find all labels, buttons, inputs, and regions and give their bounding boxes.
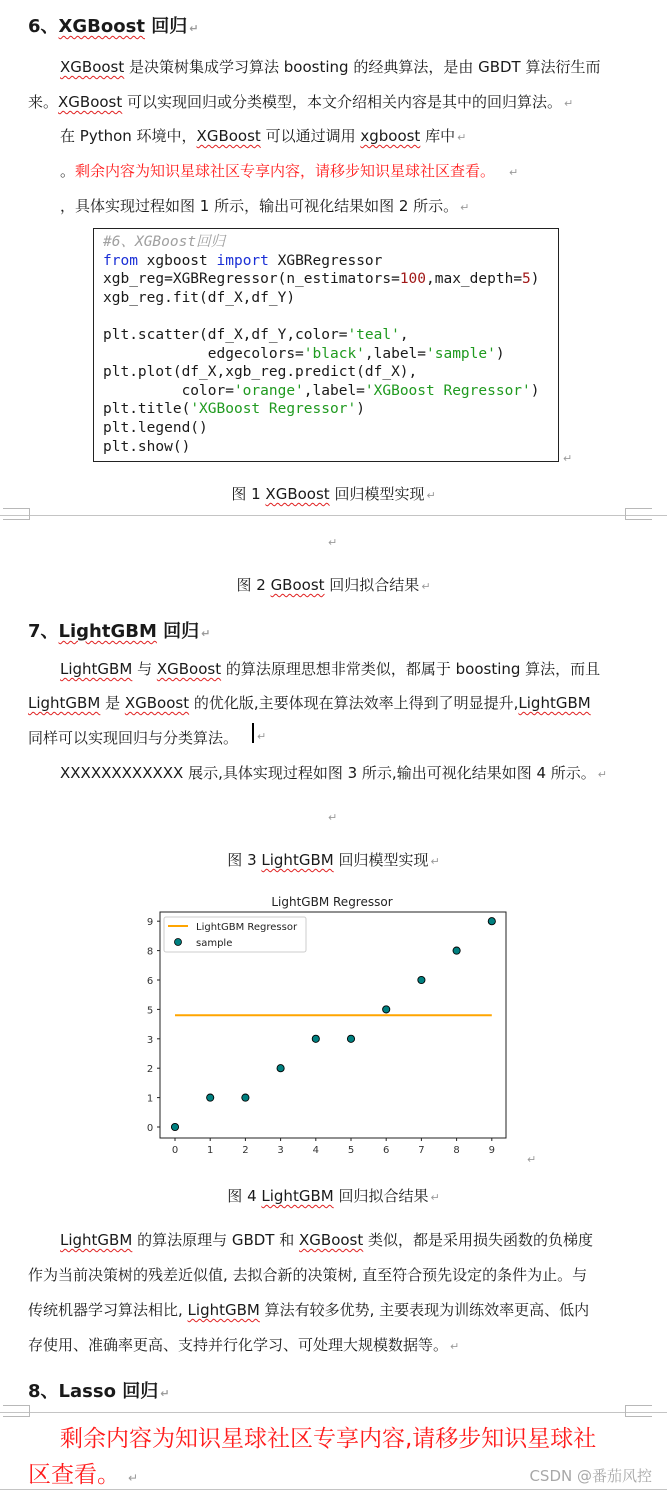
section-6-heading — [28, 12, 198, 38]
text: 是 — [100, 694, 125, 712]
text: ，具体实现过程如图 1 所示，输出可视化结果如图 2 所示。 — [60, 197, 459, 215]
svg-text:9: 9 — [146, 917, 154, 929]
restricted-notice — [28, 1456, 138, 1489]
heading-rest: 回归 — [156, 621, 200, 642]
code-number: 100 — [399, 271, 427, 288]
code-line — [103, 400, 558, 419]
heading-term: LightGBM — [58, 621, 157, 642]
svg-text:5: 5 — [146, 1005, 154, 1017]
code-string: 'teal' — [347, 326, 400, 343]
svg-text:3: 3 — [277, 1145, 284, 1156]
svg-text:3: 3 — [146, 1034, 154, 1046]
text: 是决策树集成学习算法 boosting 的经典算法，是由 GBDT 算法衍生而 — [124, 58, 601, 76]
code-line — [103, 270, 558, 289]
svg-text:0: 0 — [146, 1123, 154, 1134]
page-corner-marker — [625, 1405, 652, 1417]
restricted-notice: 剩余内容为知识星球社区专享内容，请移步知识星球社区查看。 — [75, 162, 496, 180]
term: XGBoost — [60, 58, 125, 76]
paragraph-mark-icon: ↵ — [450, 1340, 460, 1353]
data-point — [277, 1065, 284, 1072]
legend-marker-icon — [175, 939, 182, 946]
code-text: xgboost — [137, 252, 217, 269]
term: LightGBM — [60, 1231, 133, 1249]
section-7-heading — [28, 617, 210, 643]
svg-text:2: 2 — [146, 1064, 154, 1076]
text: 区查看。 — [28, 1462, 120, 1488]
figure-2-caption — [0, 574, 667, 595]
paragraph-mark-icon: ↵ — [328, 536, 338, 549]
term: XGBoost — [58, 93, 123, 111]
data-point — [383, 1006, 390, 1013]
text: 算法有较多优势, 主要表现为训练效率更高、低内 — [259, 1301, 590, 1319]
heading-number: 7、 — [28, 621, 59, 642]
svg-text:5: 5 — [347, 1145, 355, 1156]
code-text: ) — [530, 271, 540, 288]
svg-text:2: 2 — [242, 1145, 249, 1156]
bottom-border — [0, 1489, 667, 1490]
section-8-heading — [28, 1377, 169, 1403]
code-string: 'XGBoost Regressor' — [364, 382, 531, 399]
heading-rest: 回归 — [144, 16, 188, 37]
text-cursor — [252, 723, 254, 743]
paragraph-mark-icon: ↵ — [430, 1191, 440, 1204]
text: 图 3 — [227, 851, 262, 869]
text: 回归模型实现 — [333, 851, 429, 869]
svg-text:0: 0 — [171, 1145, 179, 1156]
text: 存使用、准确率更高、支持并行化学习、可处理大规模数据等。 — [28, 1336, 449, 1354]
code-text: , — [399, 326, 409, 343]
term: LightGBM — [261, 1187, 334, 1205]
term: xgboost — [360, 127, 421, 145]
text: 与 — [132, 660, 157, 678]
term: GBoost — [270, 576, 325, 594]
heading-number: 6、 — [28, 16, 59, 37]
code-text: plt.scatter(df_X,df_Y,color= — [103, 326, 348, 343]
code-string: 'sample' — [426, 345, 496, 362]
term: LightGBM — [518, 694, 591, 712]
code-string: 'XGBoost Regressor' — [190, 401, 357, 418]
text: 在 Python 环境中， — [60, 127, 197, 145]
code-keyword: import — [216, 252, 269, 269]
data-point — [242, 1094, 249, 1101]
paragraph-mark-icon: ↵ — [430, 855, 440, 868]
code-number: 5 — [522, 271, 531, 288]
text: 传统机器学习算法相比, — [28, 1301, 188, 1319]
paragraph-mark-icon: ↵ — [563, 452, 573, 465]
term: XGBoost — [124, 694, 190, 712]
paragraph-mark-icon: ↵ — [457, 131, 467, 144]
page-corner-marker — [625, 508, 652, 520]
text: 可以实现回归或分类模型，本文介绍相关内容是其中的回归算法。 — [122, 93, 563, 111]
paragraph — [60, 1229, 593, 1250]
code-line: xgb_reg.fit(df_X,df_Y) — [103, 289, 296, 306]
page-break-line — [0, 1412, 667, 1413]
code-line: plt.show() — [103, 438, 191, 455]
text: 类似，都是采用损失函数的负梯度 — [363, 1231, 594, 1249]
figure-1-caption — [0, 483, 667, 504]
code-block — [93, 228, 559, 462]
paragraph-mark-icon: ↵ — [421, 580, 431, 593]
text: 回归拟合结果 — [324, 576, 420, 594]
code-blank-line — [103, 307, 558, 326]
code-text: ,label= — [303, 382, 365, 399]
paragraph-mark-icon: ↵ — [564, 97, 574, 110]
lightgbm-regressor-chart — [138, 890, 518, 1160]
paragraph — [28, 1334, 459, 1355]
legend-label: sample — [196, 938, 233, 949]
paragraph — [60, 762, 607, 783]
text: 作为当前决策树的残差近似值, 去拟合新的决策树, 直至符合预先设定的条件为止。与 — [28, 1266, 588, 1284]
code-string: 'orange' — [233, 382, 304, 399]
svg-text:9: 9 — [488, 1145, 495, 1156]
paragraph — [28, 91, 573, 112]
code-text: plt.title( — [103, 401, 191, 418]
code-text: edgecolors= — [103, 345, 304, 362]
text: 的算法原理与 GBDT 和 — [132, 1231, 299, 1249]
text: 回归拟合结果 — [333, 1187, 429, 1205]
chart-legend — [164, 917, 306, 952]
y-axis-ticks — [147, 917, 160, 1134]
data-point — [171, 1123, 178, 1130]
text: 来。 — [28, 93, 59, 111]
svg-text:8: 8 — [453, 1145, 460, 1156]
svg-text:6: 6 — [146, 976, 154, 987]
code-string: 'black' — [303, 345, 365, 362]
paragraph-mark-icon: ↵ — [328, 811, 338, 824]
x-axis-ticks — [172, 1138, 495, 1156]
term: LightGBM — [187, 1301, 260, 1319]
paragraph-mark-icon: ↵ — [597, 768, 607, 781]
csdn-watermark: CSDN @番茄风控 — [529, 1467, 652, 1485]
text: 的优化版,主要体现在算法效率上得到了明显提升, — [189, 694, 519, 712]
code-line: plt.plot(df_X,xgb_reg.predict(df_X), — [103, 364, 418, 381]
data-point — [488, 918, 495, 925]
code-line: plt.legend() — [103, 419, 208, 436]
heading-term: XGBoost — [58, 16, 145, 37]
code-text: ) — [356, 401, 365, 418]
paragraph — [60, 658, 600, 679]
paragraph-mark-icon: ↵ — [460, 201, 470, 214]
code-text: ,label= — [364, 345, 427, 362]
paragraph-mark-icon: ↵ — [257, 730, 267, 743]
text: 回归模型实现 — [329, 485, 425, 503]
svg-text:1: 1 — [146, 1093, 154, 1105]
term: LightGBM — [28, 694, 101, 712]
term: XGBoost — [196, 127, 261, 145]
term: XGBoost — [265, 485, 330, 503]
text: XXXXXXXXXXXX 展示,具体实现过程如图 3 所示,输出可视化结果如图 4 所示。 — [60, 764, 596, 782]
code-text: ) — [495, 345, 505, 362]
text: 可以通过调用 — [260, 127, 361, 145]
legend-label: LightGBM Regressor — [196, 922, 298, 933]
text: 图 1 — [231, 485, 266, 503]
code-text: ) — [530, 382, 540, 399]
page-corner-marker — [3, 508, 30, 520]
paragraph — [28, 1264, 587, 1285]
data-point — [347, 1035, 354, 1042]
term: LightGBM — [261, 851, 334, 869]
term: LightGBM — [60, 660, 133, 678]
text: 。 — [60, 162, 76, 180]
paragraph — [28, 727, 238, 748]
paragraph-mark-icon: ↵ — [426, 489, 436, 502]
paragraph — [28, 692, 591, 713]
code-text: color= — [103, 382, 234, 399]
code-comment: #6、XGBoost回归 — [103, 234, 226, 250]
code-text: ,max_depth= — [426, 271, 523, 288]
page-corner-marker — [3, 1405, 30, 1417]
paragraph-mark-icon: ↵ — [189, 22, 199, 35]
figure-3-caption — [0, 849, 667, 870]
data-point — [312, 1035, 319, 1042]
svg-text:4: 4 — [312, 1145, 319, 1156]
paragraph — [28, 1299, 589, 1320]
figure-4-caption — [0, 1185, 667, 1206]
term: XGBoost — [156, 660, 222, 678]
paragraph — [60, 56, 601, 77]
code-line — [103, 382, 558, 401]
svg-text:8: 8 — [146, 946, 154, 958]
svg-text:7: 7 — [418, 1145, 425, 1156]
text: 同样可以实现回归与分类算法。 — [28, 729, 239, 747]
data-point — [453, 947, 460, 954]
code-line — [103, 345, 558, 364]
data-point — [207, 1094, 214, 1101]
code-line — [103, 326, 558, 345]
svg-text:1: 1 — [207, 1145, 214, 1156]
text: 图 2 — [236, 576, 271, 594]
paragraph-mark-icon: ↵ — [160, 1387, 170, 1400]
page-break-line — [0, 515, 667, 516]
paragraph-mark-icon: ↵ — [509, 166, 519, 179]
paragraph-mark-icon: ↵ — [128, 1471, 139, 1485]
paragraph — [60, 160, 518, 181]
code-text: xgb_reg=XGBRegressor(n_estimators= — [103, 271, 400, 288]
svg-text:6: 6 — [383, 1145, 390, 1156]
restricted-notice: 剩余内容为知识星球社区专享内容,请移步知识星球社 — [60, 1426, 597, 1452]
text: 库中 — [420, 127, 456, 145]
paragraph-mark-icon: ↵ — [201, 627, 211, 640]
heading-number: 8、 — [28, 1381, 59, 1402]
term: XGBoost — [299, 1231, 364, 1249]
code-text: XGBRegressor — [268, 252, 383, 269]
code-line — [103, 252, 558, 271]
code-keyword: from — [103, 252, 138, 269]
text: 图 4 — [227, 1187, 262, 1205]
data-point — [418, 976, 425, 983]
text: 的算法原理思想非常类似，都属于 boosting 算法，而且 — [221, 660, 601, 678]
heading-rest: Lasso 回归 — [58, 1381, 159, 1402]
paragraph — [60, 125, 466, 146]
paragraph — [60, 195, 469, 216]
chart-title: LightGBM Regressor — [271, 895, 393, 909]
paragraph-mark-icon: ↵ — [527, 1153, 537, 1166]
